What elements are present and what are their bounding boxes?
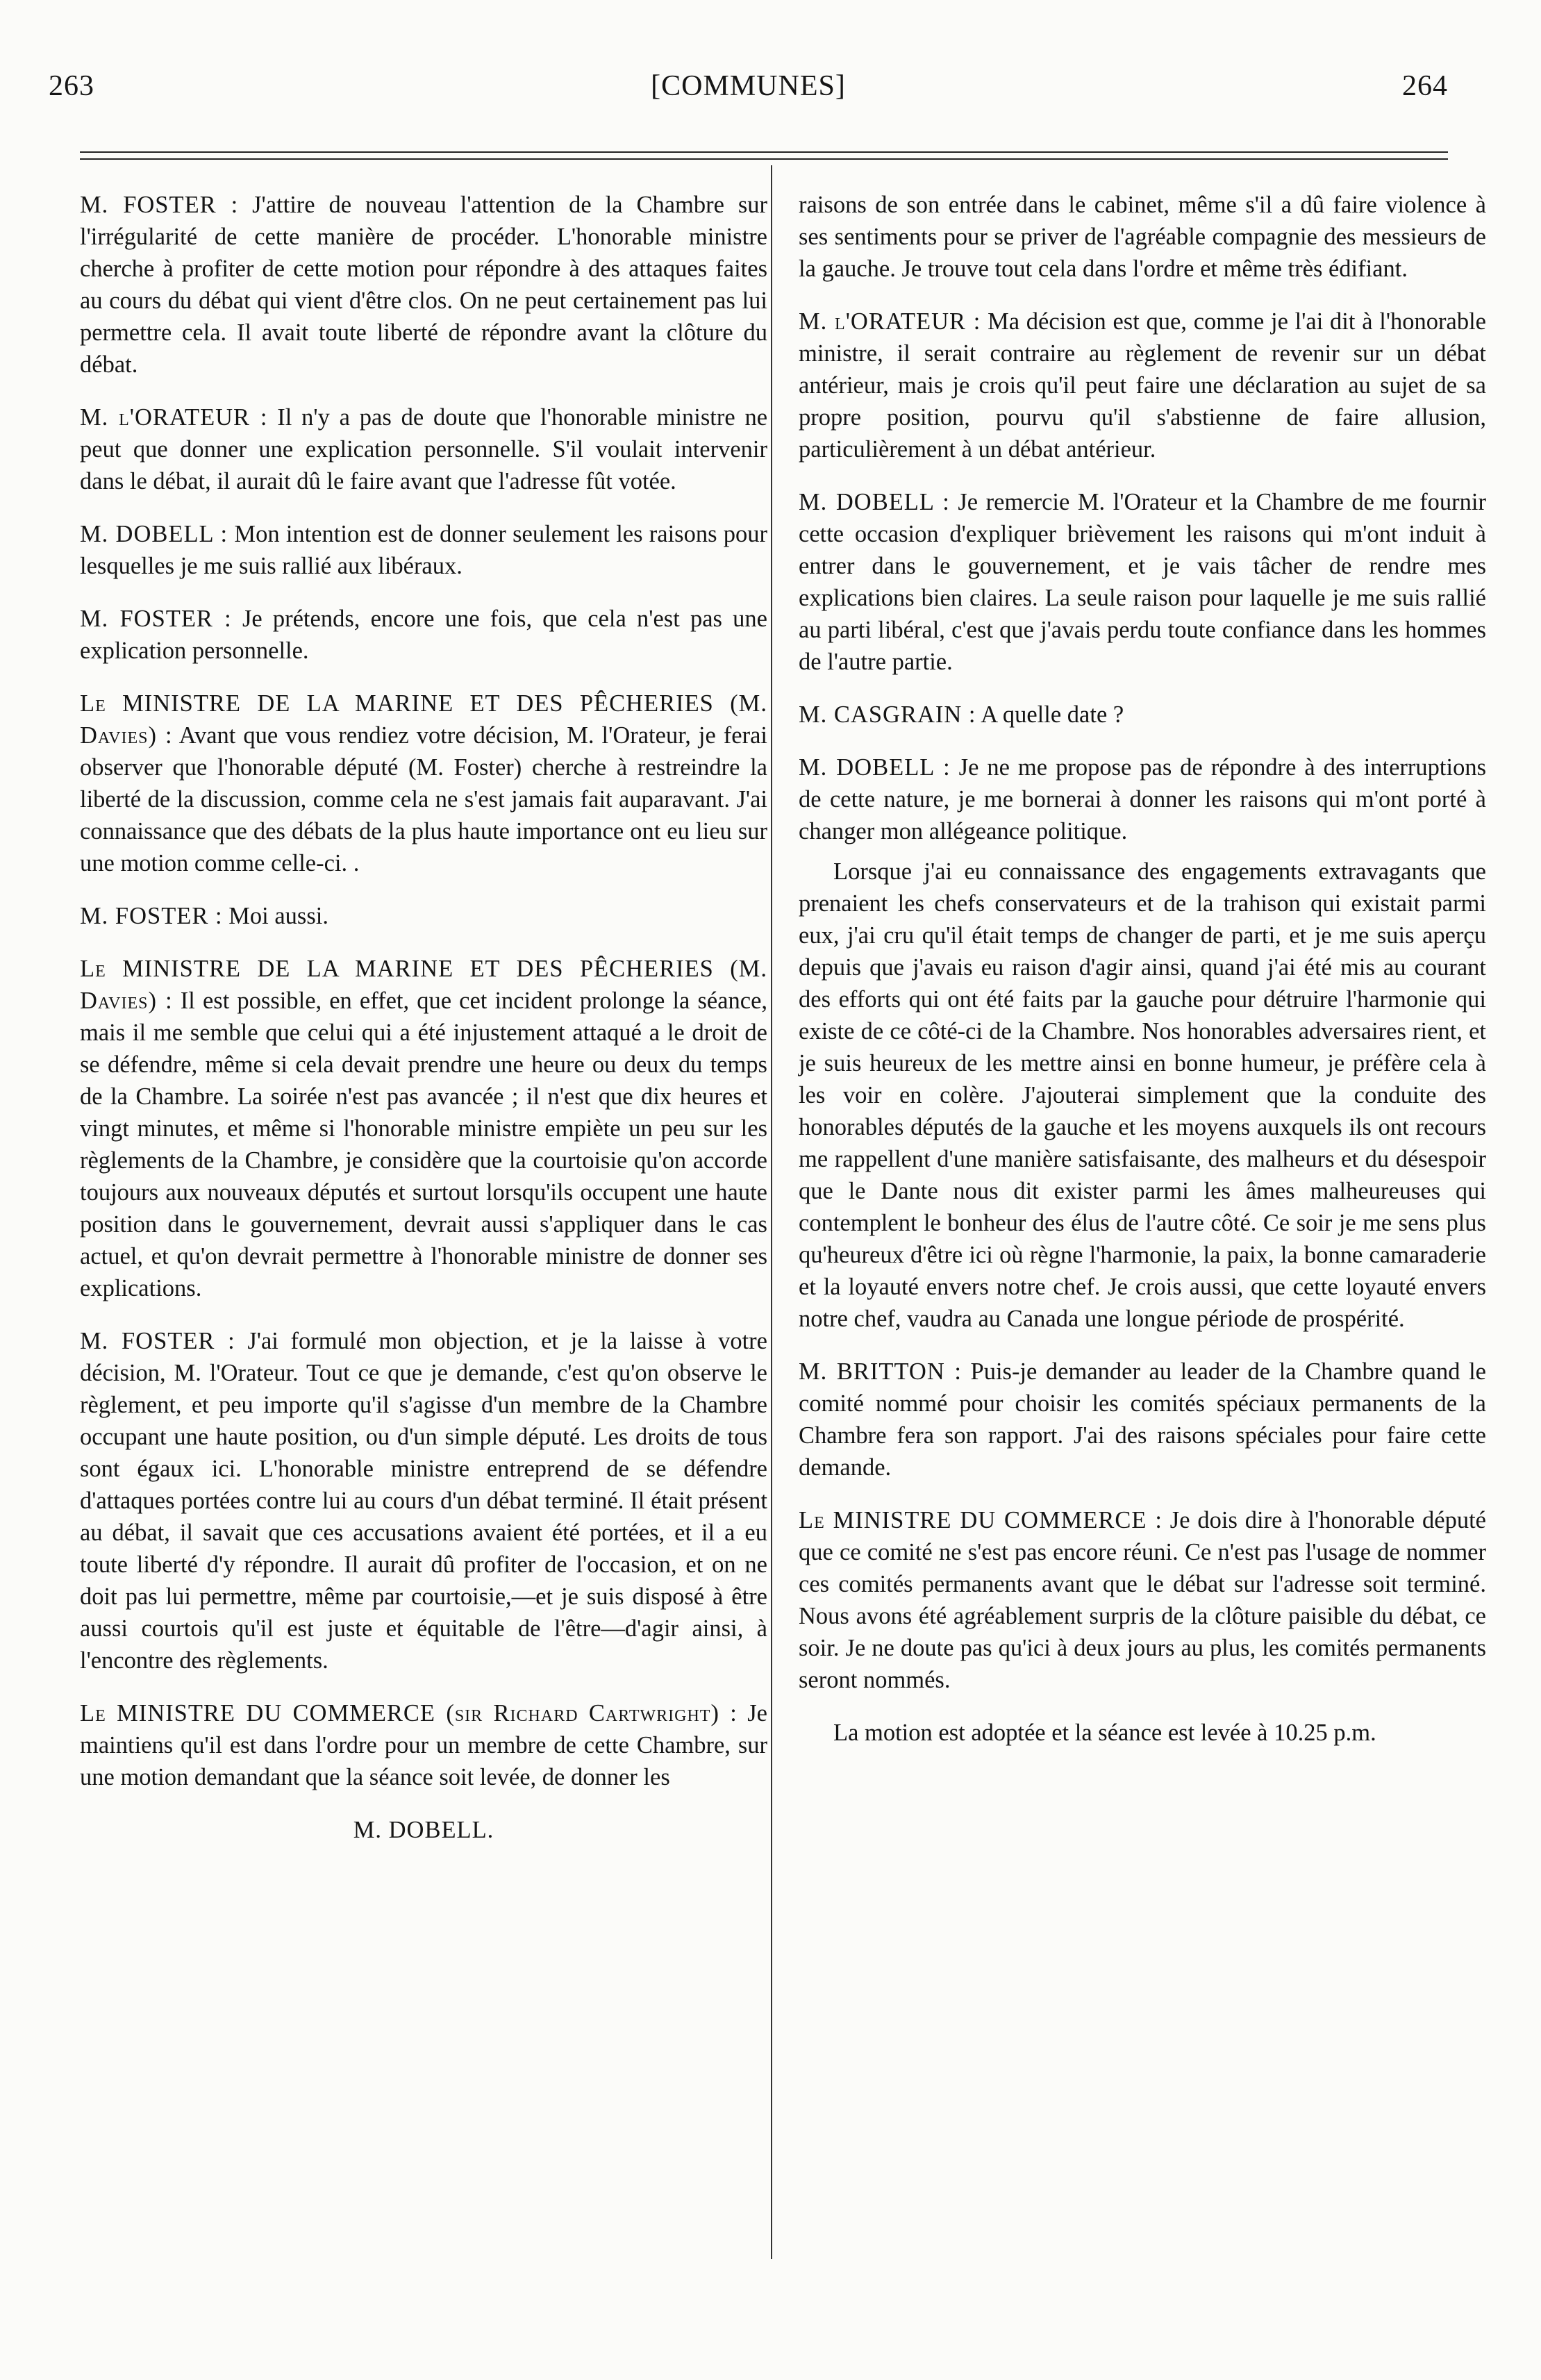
paragraph [80,1697,767,1793]
speaker: M. l'ORATEUR : [799,308,981,335]
speaker: M. CASGRAIN : [799,701,976,728]
speaker: M. FOSTER : [80,903,223,929]
column-divider [771,165,772,2259]
paragraph [80,900,767,932]
paragraph [799,486,1486,678]
paragraph [799,1356,1486,1483]
speaker: M. FOSTER : [80,1328,235,1354]
speech: La motion est adoptée et la séance est levée à 10.25 p.m. [833,1720,1376,1746]
paragraph [799,751,1486,847]
paragraph [799,1504,1486,1696]
speech: Je prétends, encore une fois, que cela n'est pas une explication personnelle. [80,606,767,664]
paragraph [799,189,1486,285]
right-column [799,189,1486,1770]
speech: Moi aussi. [228,903,328,929]
speaker: M. DOBELL : [80,521,228,547]
page-number-right: 264 [1402,70,1448,102]
speech: J'ai formulé mon objection, et je la laisse à votre décision, M. l'Orateur. Tout ce que je demande, c'est qu'on observe le règlement, et peu importe qu'il s'agisse d'un membre de la Chambre occupant une haute position, ou d'un simple député. Les droits de tous sont égaux ici. L'honorable ministre entreprend de se défendre d'attaques portées contre lui au cours d'un débat terminé. Il était présent au débat, il savait que ces accusations avaient été portées, et il a eu toute liberté d'y répondre. Il aurait dû profiter de l'occasion, et on ne doit pas lui permettre, même par courtoisie,—et je suis disposé à être aussi courtois qu'il est juste et équitable de l'être—d'agir ainsi, à l'encontre des règlements. [80,1328,767,1674]
speech: Mon intention est de donner seulement les raisons pour lesquelles je me suis rallié aux libéraux. [80,521,768,579]
header-rule-bottom [80,158,1448,160]
paragraph [80,518,767,582]
speaker: Le MINISTRE DE LA MARINE ET DES PÊCHERIES (M. Davies) : [80,956,767,1014]
page-header [49,69,1448,111]
speech: Il n'y a pas de doute que l'honorable ministre ne peut que donner une explication personnelle. S'il voulait intervenir dans le débat, il aurait dû le faire avant que l'adresse fût votée. [80,404,768,494]
speaker-tail: M. DOBELL. [353,1817,494,1843]
speaker: M. l'ORATEUR : [80,404,268,431]
paragraph [80,189,767,381]
speech: Lorsque j'ai eu connaissance des engagements extravagants que prenaient les chefs conservateurs et de la trahison qui existait parmi eux, j'ai cru qu'il était temps de changer de parti, et je me suis aperçu depuis que j'avais eu raison d'agir ainsi, quand j'ai été mis au courant des efforts qui ont été faits par la gauche pour détruire l'harmonie qui existe de ce côté-ci de la Chambre. Nos honorables adversaires rient, et je suis heureux de les mettre ainsi en bonne humeur, je préfère cela à les voir en colère. J'ajouterai simplement que la conduite des honorables députés de la gauche et les moyens auxquels ils ont recours me rappellent d'une manière satisfaisante, des malheurs et du désespoir que le Dante nous dit exister parmi les âmes malheureuses qui contemplent le bonheur des élus de l'autre côté. Ce soir je me sens plus qu'heureux d'être ici où règne l'harmonie, la paix, la bonne camaraderie et la loyauté envers notre chef. Je crois aussi, que cette loyauté envers notre chef, vaudra au Canada une longue période de prospérité. [799,858,1486,1332]
speech: A quelle date ? [981,701,1124,728]
left-column [80,189,767,1867]
paragraph [799,856,1486,1335]
paragraph [80,953,767,1304]
paragraph [799,306,1486,465]
speech: Puis-je demander au leader de la Chambre quand le comité nommé pour choisir les comités spéciaux permanents de la Chambre fera son rapport. J'ai des raisons spéciales pour faire cette demande. [799,1358,1486,1481]
speaker: M. DOBELL : [799,489,950,515]
speaker: Le MINISTRE DU COMMERCE (sir Richard Cartwright) : [80,1700,738,1726]
speaker: Le MINISTRE DE LA MARINE ET DES PÊCHERIES (M. Davies) : [80,690,767,749]
header-rule-top [80,151,1448,153]
speech: Avant que vous rendiez votre décision, M. l'Orateur, je ferai observer que l'honorable député (M. Foster) cherche à restreindre la liberté de la discussion, comme cela ne s'est jamais fait auparavant. J'ai connaissance que des débats de la plus haute importance ont eu lieu sur une motion comme celle-ci. . [80,722,767,876]
speaker: M. FOSTER : [80,606,232,632]
speech: raisons de son entrée dans le cabinet, même s'il a dû faire violence à ses sentiments pour se priver de l'agréable compagnie des messieurs de la gauche. Je trouve tout cela dans l'ordre et même très édifiant. [799,192,1486,282]
running-title: [COMMUNES] [651,70,846,102]
speaker: M. FOSTER : [80,192,239,218]
speech: Je dois dire à l'honorable député que ce comité ne s'est pas encore réuni. Ce n'est pas l'usage de nommer ces comités permanents avant que le débat sur l'adresse soit terminé. Nous avons été agréablement surpris de la clôture paisible du débat, ce soir. Je ne doute pas qu'ici à deux jours au plus, les comités permanents seront nommés. [799,1507,1486,1693]
paragraph [80,1325,767,1676]
speech: Je ne me propose pas de répondre à des interruptions de cette nature, je me bornerai à donner les raisons qui m'ont porté à changer mon allégeance politique. [799,754,1487,844]
speech: Ma décision est que, comme je l'ai dit à l'honorable ministre, il serait contraire au règlement de revenir sur un débat antérieur, mais je crois qu'il peut faire une déclaration au sujet de sa propre position, pourvu qu'il s'abstienne de faire allusion, particulièrement à un débat antérieur. [799,308,1486,463]
speech: Je maintiens qu'il est dans l'ordre pour un membre de cette Chambre, sur une motion demandant que la séance soit levée, de donner les [80,1700,767,1790]
speaker: M. BRITTON : [799,1358,962,1385]
paragraph [799,699,1486,731]
paragraph [799,1717,1486,1749]
paragraph [80,401,767,497]
speech: Il est possible, en effet, que cet incident prolonge la séance, mais il me semble que celui qui a été injustement attaqué a le droit de se défendre, même si cela devait prendre une heure ou deux du temps de la Chambre. La soirée n'est pas avancée ; il n'est que dix heures et vingt minutes, et même si l'honorable ministre empiète un peu sur les règlements de la Chambre, je considère que la courtoisie qu'on accorde toujours aux nouveaux députés et surtout lorsqu'ils occupent une haute position dans le gouvernement, devrait aussi s'appliquer dans le cas actuel, et qu'on devrait permettre à l'honorable ministre de donner ses explications. [80,988,768,1301]
page-number-left: 263 [49,70,94,102]
speech: J'attire de nouveau l'attention de la Chambre sur l'irrégularité de cette manière de procéder. L'honorable ministre cherche à profiter de cette motion pour répondre à des attaques faites au cours du débat qui vient d'être clos. On ne peut certainement pas lui permettre cela. Il avait toute liberté de répondre avant la clôture du débat. [80,192,767,378]
speaker: Le MINISTRE DU COMMERCE : [799,1507,1163,1533]
speech: Je remercie M. l'Orateur et la Chambre de me fournir cette occasion d'expliquer brièvement les raisons qui m'ont induit à entrer dans le gouvernement, et je vais tâcher de rendre mes explications bien claires. La seule raison pour laquelle je me suis rallié au parti libéral, c'est que j'avais perdu toute confiance dans les hommes de l'autre partie. [799,489,1486,675]
speaker: M. DOBELL : [799,754,951,781]
paragraph [80,688,767,879]
paragraph [80,603,767,667]
